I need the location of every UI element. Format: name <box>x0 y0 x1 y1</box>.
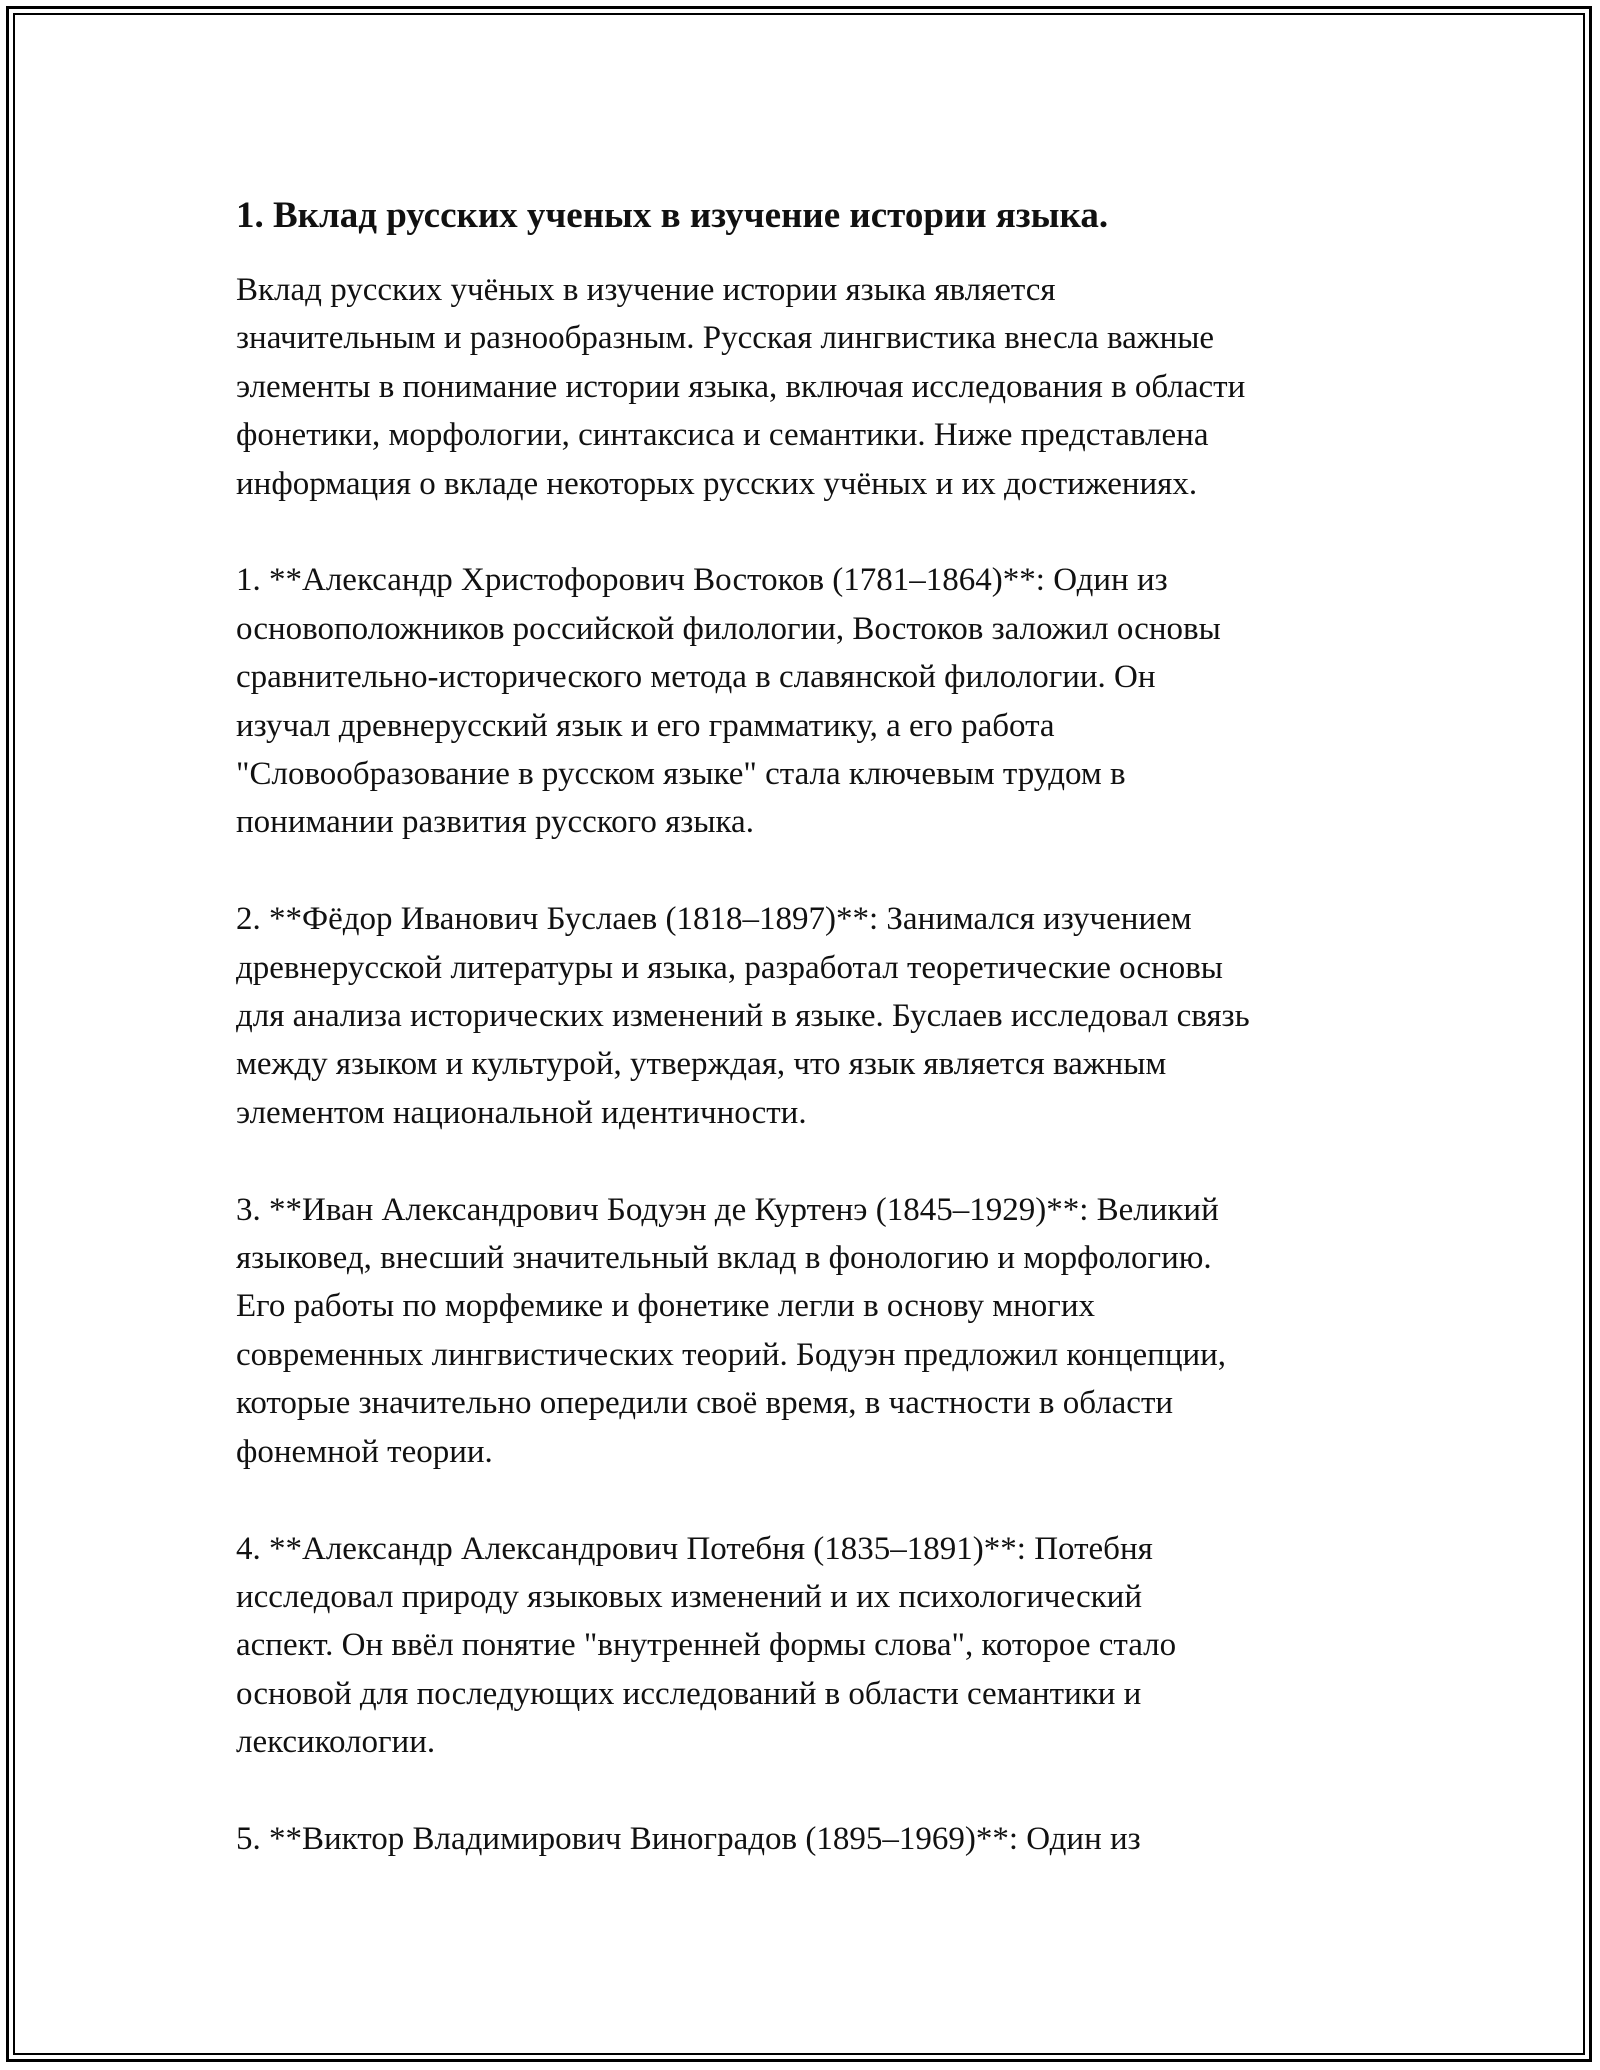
text-line: сравнительно-исторического метода в славянской филологии. Он <box>236 659 1156 696</box>
text-line: древнерусской литературы и языка, разработал теоретические основы <box>236 949 1223 986</box>
text-line: изучал древнерусский язык и его грамматику, а его работа <box>236 707 1055 744</box>
text-line: "Словообразование в русском языке" стала ключевым трудом в <box>236 756 1126 793</box>
text-line: 2. **Фёдор Иванович Буслаев (1818–1897)**: Занимался изучением <box>236 901 1192 938</box>
text-line: элементом национальной идентичности. <box>236 1094 807 1131</box>
document-heading: 1. Вклад русских ученых в изучение истории языка. <box>236 195 1109 236</box>
text-line: значительным и разнообразным. Русская лингвистика внесла важные <box>236 320 1215 357</box>
text-line: элементы в понимание истории языка, включая исследования в области <box>236 368 1246 405</box>
text-line: исследовал природу языковых изменений и их психологический <box>236 1578 1143 1615</box>
text-line: лексикологии. <box>236 1724 436 1761</box>
text-line: фонетики, морфологии, синтаксиса и семантики. Ниже представлена <box>236 417 1209 454</box>
text-line: информация о вкладе некоторых русских учёных и их достижениях. <box>236 465 1198 502</box>
text-line: 3. **Иван Александрович Бодуэн де Куртенэ (1845–1929)**: Великий <box>236 1191 1219 1228</box>
text-line: 4. **Александр Александрович Потебня (1835–1891)**: Потебня <box>236 1530 1153 1567</box>
text-line: основоположников российской филологии, Востоков заложил основы <box>236 610 1221 647</box>
intro-paragraph <box>236 266 1366 508</box>
text-line: которые значительно опередили своё время, в частности в области <box>236 1385 1174 1422</box>
text-line: Вклад русских учёных в изучение истории языка является <box>236 272 1056 308</box>
text-line: аспект. Он ввёл понятие "внутренней формы слова", которое стало <box>236 1627 1177 1664</box>
text-line: основой для последующих исследований в области семантики и <box>236 1675 1142 1712</box>
scholar-paragraph <box>236 1186 1366 1476</box>
text-line: для анализа исторических изменений в языке. Буслаев исследовал связь <box>236 998 1250 1035</box>
paragraph-list <box>236 266 1366 1863</box>
text-line: языковед, внесший значительный вклад в фонологию и морфологию. <box>236 1240 1212 1277</box>
text-line: между языком и культурой, утверждая, что язык является важным <box>236 1046 1167 1083</box>
scholar-paragraph <box>236 556 1366 846</box>
text-line: современных лингвистических теорий. Бодуэн предложил концепции, <box>236 1336 1227 1373</box>
scholar-paragraph <box>236 1815 1366 1863</box>
scholar-paragraph <box>236 1525 1366 1767</box>
text-line: фонемной теории. <box>236 1433 493 1470</box>
text-line: Его работы по морфемике и фонетике легли в основу многих <box>236 1288 1095 1325</box>
text-line: 1. **Александр Христофорович Востоков (1781–1864)**: Один из <box>236 562 1168 599</box>
text-line: 5. **Виктор Владимирович Виноградов (1895–1969)**: Один из <box>236 1820 1141 1857</box>
document-body <box>236 190 1366 1863</box>
scholar-paragraph <box>236 895 1366 1137</box>
text-line: понимании развития русского языка. <box>236 804 754 841</box>
